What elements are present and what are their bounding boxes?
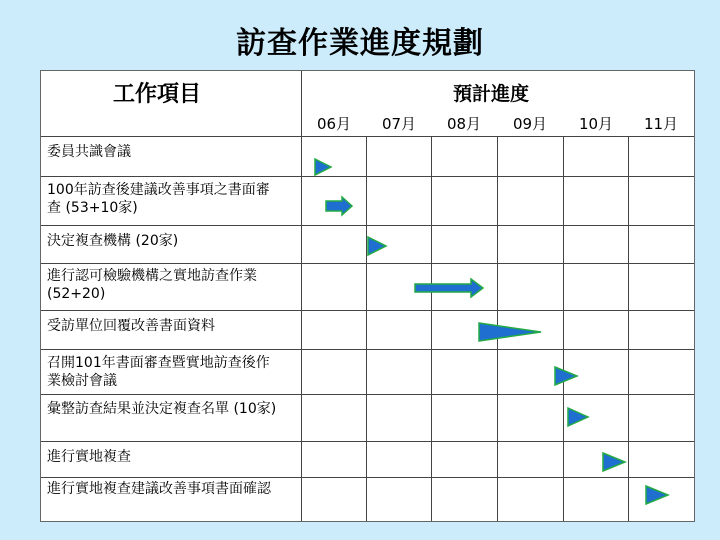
progress-arrow	[601, 451, 627, 473]
grid-divider	[41, 394, 694, 395]
grid-divider	[366, 136, 367, 521]
task-label: 召開101年書面審查暨實地訪查後作業檢討會議	[47, 355, 270, 389]
task-label: 進行實地複查	[47, 449, 131, 465]
month-11: 11月	[643, 115, 679, 133]
grid-divider	[41, 477, 694, 478]
task-label: 進行認可檢驗機構之實地訪查作業 (52+20)	[47, 268, 257, 302]
grid-divider	[41, 441, 694, 442]
progress-column-header: 預計進度	[453, 83, 530, 105]
grid-divider	[41, 176, 694, 177]
grid-divider	[628, 136, 629, 521]
task-column-header: 工作項目	[113, 82, 202, 107]
progress-arrow	[566, 406, 590, 428]
task-label: 委員共識會議	[47, 144, 131, 160]
progress-arrow	[366, 235, 388, 257]
month-09: 09月	[512, 115, 548, 133]
progress-arrow	[324, 195, 354, 217]
task-label: 彙整訪查結果並決定複查名單 (10家)	[47, 401, 277, 417]
task-label: 100年訪查後建議改善事項之書面審查 (53+10家)	[47, 182, 270, 216]
progress-arrow	[413, 277, 485, 299]
progress-arrow	[553, 365, 579, 387]
grid-divider	[41, 225, 694, 226]
progress-arrow	[477, 321, 543, 343]
month-06: 06月	[316, 115, 352, 133]
grid-divider	[41, 263, 694, 264]
grid-divider	[41, 136, 694, 137]
task-label: 決定複查機構 (20家)	[47, 233, 179, 249]
page-title: 訪查作業進度規劃	[236, 26, 484, 61]
progress-arrow	[313, 157, 333, 177]
task-label: 進行實地複查建議改善事項書面確認	[47, 481, 271, 497]
grid-divider	[301, 71, 302, 521]
grid-divider	[41, 349, 694, 350]
month-07: 07月	[381, 115, 417, 133]
month-08: 08月	[446, 115, 482, 133]
grid-divider	[41, 310, 694, 311]
progress-arrow	[644, 484, 670, 506]
month-10: 10月	[578, 115, 614, 133]
gantt-table	[40, 70, 695, 522]
grid-divider	[563, 136, 564, 521]
task-label: 受訪單位回覆改善書面資料	[47, 318, 215, 334]
grid-divider	[431, 136, 432, 521]
